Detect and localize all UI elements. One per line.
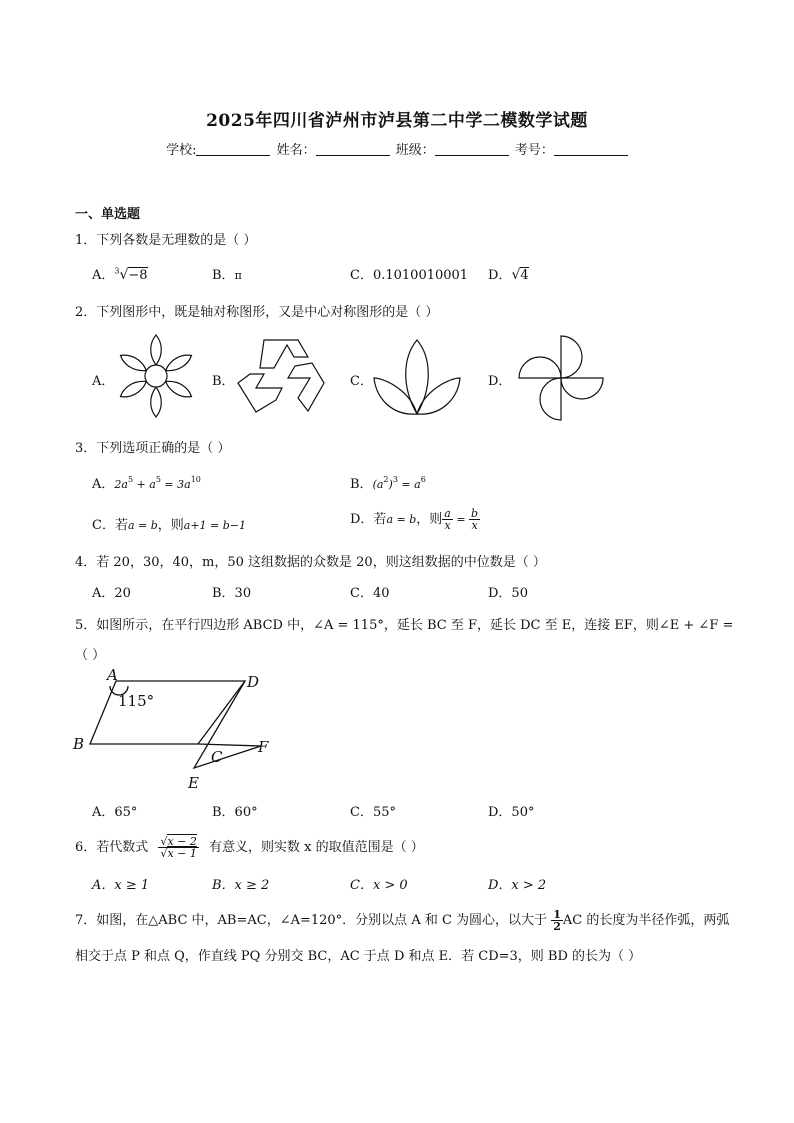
q3-option-b: B．$(a^2)^3 = a^6$ — [350, 475, 426, 492]
q3-b-label: B． — [350, 477, 373, 492]
q3-c-label: C．若 — [92, 518, 128, 533]
q1-b-value: π — [234, 269, 242, 282]
q1-option-b — [212, 264, 242, 283]
q5-parallelogram-figure — [70, 668, 285, 796]
school-blank[interactable] — [196, 142, 270, 156]
q1-option-a: A．$^3$√−8 — [92, 266, 148, 283]
q5-point-e: E — [188, 774, 199, 792]
q6-option-c: C．x > 0 — [350, 878, 408, 893]
q5-option-b: B．60° — [212, 805, 258, 820]
q4-option-b: B．30 — [212, 586, 252, 601]
q1-option-d: D．√4 — [488, 267, 529, 283]
q5-stem: 5．如图所示，在平行四边形 ABCD 中，∠A = 115°，延长 BC 至 F，延长 DC 至 E，连接 EF，则∠E + ∠F = — [75, 618, 734, 633]
q5-point-d: D — [247, 673, 260, 691]
q2-a-label: A． — [92, 374, 115, 389]
q5-point-f: F — [258, 738, 269, 756]
q5-option-a: A．65° — [92, 805, 138, 820]
q7-frac-num: 1 — [553, 908, 561, 921]
q6-stem-post: 有意义，则实数 x 的取值范围是（ ） — [209, 840, 424, 855]
q6-numerator: x − 2 — [167, 835, 197, 848]
class-blank[interactable] — [435, 142, 509, 156]
q3-a-label: A． — [92, 477, 115, 492]
q2-stem: 2．下列图形中，既是轴对称图形，又是中心对称图形的是（ ） — [75, 305, 439, 320]
q2-pinwheel-figure — [515, 333, 607, 423]
q6-stem: 6．若代数式 $\frac{√x - 2}{√x - 1}$ 有意义，则实数 x 的取值范围是（ ） — [75, 835, 424, 860]
q1-b-label: B． — [212, 268, 235, 283]
q4-option-c: C．40 — [350, 586, 390, 601]
q2-lotus-figure — [372, 338, 462, 418]
q4-stem: 4．若 20，30，40，m，50 这组数据的众数是 20，则这组数据的中位数是（ ） — [75, 555, 546, 570]
q6-option-a: A．x ≥ 1 — [92, 878, 150, 893]
q4-option-d: D．50 — [488, 586, 528, 601]
q7-line1-pre: 7．如图，在△ABC 中，AB=AC，∠A=120°．分别以点 A 和 C 为圆心，以大于 — [75, 913, 548, 928]
q2-d-label: D． — [488, 374, 512, 389]
q4-option-a: A．20 — [92, 586, 131, 601]
q3-option-c: C．若a = b，则a+1 = b−1 — [92, 518, 247, 533]
q1-a-label: A． — [92, 268, 115, 283]
page-title: 2025年四川省泸州市泸县第二中学二模数学试题 — [206, 111, 588, 131]
student-info-line — [0, 139, 794, 158]
q5-point-c: C — [211, 748, 223, 766]
q1-d-value: 4 — [520, 268, 529, 283]
q3-c-tail: ，则 — [157, 518, 184, 533]
section-heading: 一、单选题 — [75, 207, 141, 222]
q3-d-tail: ，则 — [416, 512, 443, 527]
q7-line2: 相交于点 P 和点 Q，作直线 PQ 分别交 BC，AC 于点 D 和点 E．若 CD=3，则 BD 的长为（ ） — [75, 949, 642, 964]
id-blank[interactable] — [554, 142, 628, 156]
class-label: 班级： — [395, 143, 435, 158]
q5-option-d: D．50° — [488, 805, 535, 820]
q6-denominator: x − 1 — [167, 847, 197, 860]
q3-stem: 3．下列选项正确的是（ ） — [75, 441, 231, 456]
q6-option-b: B．x ≥ 2 — [212, 878, 270, 893]
q7-line1 — [75, 909, 729, 932]
name-label: 姓名： — [276, 143, 316, 158]
q2-b-label: B． — [212, 374, 235, 389]
id-label: 考号： — [514, 143, 554, 158]
q3-d-label: D．若 — [350, 512, 387, 527]
q1-a-value: −8 — [128, 268, 148, 283]
q5-point-a: A — [107, 666, 118, 684]
q1-c-label: C． — [350, 268, 373, 283]
q7-frac-den: 2 — [553, 920, 561, 933]
q2-flower-figure — [115, 333, 197, 419]
q1-c-value: 0.1010010001 — [372, 268, 469, 283]
q5-stem-cont: （ ） — [75, 648, 106, 663]
q2-c-label: C． — [350, 374, 373, 389]
q6-stem-pre: 6．若代数式 — [75, 840, 149, 855]
school-label: 学校: — [166, 143, 197, 158]
q1-option-c — [350, 264, 468, 283]
q6-option-d: D．x > 2 — [488, 878, 547, 893]
q1-stem: 1．下列各数是无理数的是（ ） — [75, 233, 257, 248]
q5-point-b: B — [73, 735, 85, 753]
q3-option-a: A．$2a^5 + a^5 = 3a^{10}$ — [92, 475, 201, 492]
q5-angle-label: 115° — [118, 692, 155, 710]
q3-option-d: D．若a = b，则 $\frac{a}{x}$ = $\frac{b}{x}$ — [350, 507, 479, 532]
q2-recycle-figure — [236, 338, 326, 416]
name-blank[interactable] — [316, 142, 390, 156]
q7-line1-post: AC 的长度为半径作弧，两弧 — [562, 913, 730, 928]
q1-d-label: D． — [488, 268, 512, 283]
q5-option-c: C．55° — [350, 805, 396, 820]
